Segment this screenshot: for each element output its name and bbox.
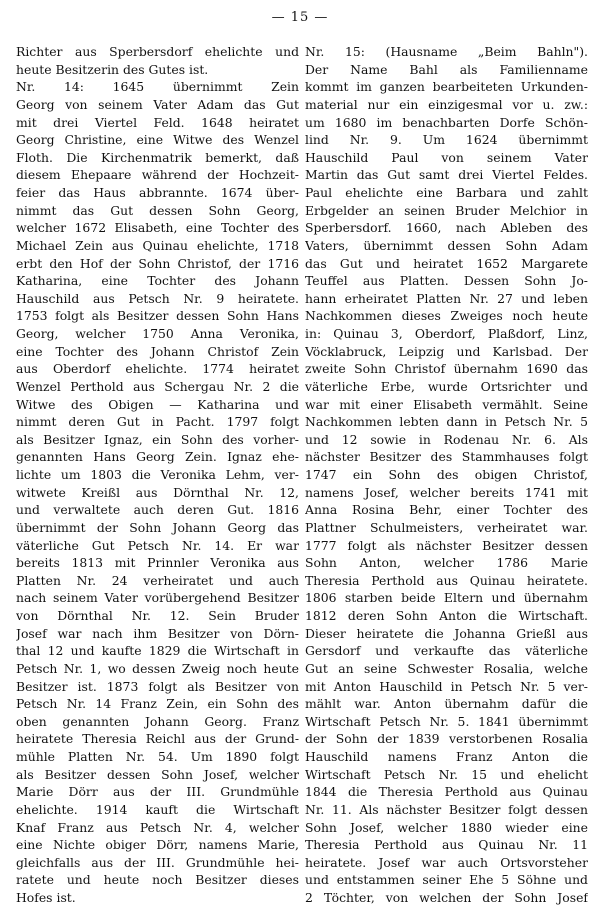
text-line: der Sohn der 1839 verstorbenen Rosalia <box>305 731 588 747</box>
text-line: Der Name Bahl als Familienname <box>305 61 588 77</box>
text-line: Sohn Josef, welcher 1880 wieder eine <box>305 819 588 835</box>
text-line: Nr. 14: 1645 übernimmt Zein <box>16 79 299 95</box>
text-line: nächster Besitzer des Stammhauses folgt <box>305 449 588 465</box>
text-line: Gersdorf und verkaufte das väterliche <box>305 643 588 659</box>
text-line: Josef war nach ihm Besitzer von Dörn- <box>16 625 299 641</box>
text-columns <box>16 42 588 906</box>
text-line: und verwaltete auch deren Gut. 1816 <box>16 502 299 518</box>
text-line: material nur ein einzigesmal vor u. zw.: <box>305 96 588 112</box>
text-line: Erbgelder an seinen Bruder Melchior in <box>305 202 588 218</box>
text-line: welcher 1672 Elisabeth, eine Tochter des <box>16 220 299 236</box>
text-line: Georg Christine, eine Witwe des Wenzel <box>16 132 299 148</box>
text-line: nimmt deren Gut in Pacht. 1797 folgt <box>16 414 299 430</box>
text-line: diesem Ehepaare während der Hochzeit- <box>16 167 299 183</box>
text-line: und entstammen seiner Ehe 5 Söhne und <box>305 872 588 888</box>
text-line: Hofes ist. <box>16 890 76 905</box>
right-column <box>305 42 588 906</box>
text-line: Wenzel Perthold aus Schergau Nr. 2 die <box>16 378 299 394</box>
text-line: Hauschild aus Petsch Nr. 9 heiratete. <box>16 290 299 306</box>
text-line: genannten Hans Georg Zein. Ignaz ehe- <box>16 449 299 465</box>
left-column <box>16 42 299 906</box>
text-line: kommt im ganzen bearbeiteten Urkunden- <box>305 79 588 95</box>
text-line: Anna Rosina Behr, einer Tochter des <box>305 502 588 518</box>
text-line: Floth. Die Kirchenmatrik bemerkt, daß <box>16 149 299 165</box>
text-line: Nachkommen lebten dann in Petsch Nr. 5 <box>305 414 588 430</box>
text-line: väterliche Gut Petsch Nr. 14. Er war <box>16 537 299 553</box>
text-line: Nr. 11. Als nächster Besitzer folgt dessen <box>305 801 588 817</box>
text-line: hann erheiratet Platten Nr. 27 und leben <box>305 290 588 306</box>
text-line: Sohn Anton, welcher 1786 Marie <box>305 555 588 571</box>
text-line: Georg, welcher 1750 Anna Veronika, <box>16 326 299 341</box>
text-line: 2 Töchter, von welchen der Sohn Josef <box>305 890 588 905</box>
text-line: das Gut und heiratet 1652 Margarete <box>305 255 588 271</box>
text-line: Gut an seine Schwester Rosalia, welche <box>305 660 588 676</box>
text-line: Hauschild namens Franz Anton die <box>305 749 588 764</box>
text-line: thal 12 und kaufte 1829 die Wirtschaft in <box>16 643 299 659</box>
text-line: als Besitzer dessen Sohn Josef, welcher <box>16 766 299 782</box>
text-line: mühle Platten Nr. 54. Um 1890 folgt <box>16 749 299 764</box>
text-line: Platten Nr. 24 verheiratet und auch <box>16 572 299 588</box>
text-line: nach seinem Vater vorübergehend Besitzer <box>16 590 299 606</box>
text-line: Katharina, eine Tochter des Johann <box>16 273 299 289</box>
text-line: zweite Sohn Christof übernahm 1690 das <box>305 361 588 377</box>
text-line: aus Oberdorf ehelichte. 1774 heiratet <box>16 361 299 377</box>
text-line: Teuffel aus Platten. Dessen Sohn Jo- <box>305 273 588 289</box>
text-line: Dieser heiratete die Johanna Grießl aus <box>305 625 588 641</box>
page-number: — 15 — <box>271 10 329 25</box>
text-line: war mit einer Elisabeth vermählt. Seine <box>305 396 588 412</box>
text-line: heiratete. Josef war auch Ortsvorsteher <box>305 854 588 870</box>
text-line: Sperbersdorf. 1660, nach Ableben des <box>305 220 588 236</box>
text-line: feier das Haus abbrannte. 1674 über- <box>16 185 299 200</box>
text-line: oben genannten Johann Georg. Franz <box>16 713 299 729</box>
text-line: Hauschild Paul von seinem Vater <box>305 149 588 165</box>
text-line: um 1680 im benachbarten Dorfe Schön- <box>305 114 588 130</box>
text-line: eine Tochter des Johann Christof Zein <box>16 343 299 359</box>
text-line: Knaf Franz aus Petsch Nr. 4, welcher <box>16 819 299 835</box>
text-line: Petsch Nr. 1, wo dessen Zweig noch heute <box>16 660 299 676</box>
text-line: Theresia Perthold aus Quinau Nr. 11 <box>305 837 588 853</box>
text-line: Martin das Gut samt drei Viertel Feldes. <box>305 167 588 183</box>
text-line: namens Josef, welcher bereits 1741 mit <box>305 484 588 500</box>
text-line: lichte um 1803 die Veronika Lehm, ver- <box>16 467 299 482</box>
text-line: Wirtschaft Petsch Nr. 5. 1841 übernimmt <box>305 713 588 729</box>
text-line: mit Anton Hauschild in Petsch Nr. 5 ver- <box>305 678 588 694</box>
text-line: Vaters, übernimmt dessen Sohn Adam <box>305 237 588 253</box>
text-line: 1806 starben beide Eltern und übernahm <box>305 590 588 606</box>
text-line: mählt war. Anton übernahm dafür die <box>305 696 588 712</box>
text-line: Plattner Schulmeisters, verheiratet war. <box>305 519 588 535</box>
text-line: Nachkommen dieses Zweiges noch heute <box>305 308 588 324</box>
text-line: 1747 ein Sohn des obigen Christof, <box>305 467 588 482</box>
text-line: Georg von seinem Vater Adam das Gut <box>16 96 299 112</box>
text-line: Witwe des Obigen — Katharina und <box>16 396 299 412</box>
text-line: als Besitzer Ignaz, ein Sohn des vorher- <box>16 431 299 447</box>
text-line: heute Besitzerin des Gutes ist. <box>16 61 209 77</box>
text-line: in: Quinau 3, Oberdorf, Plaßdorf, Linz, <box>305 326 588 341</box>
text-line: witwete Kreißl aus Dörnthal Nr. 12, <box>16 484 299 500</box>
text-line: väterliche Erbe, wurde Ortsrichter und <box>305 378 588 394</box>
text-line: Wirtschaft Petsch Nr. 15 und ehelicht <box>305 766 588 782</box>
text-line: 1777 folgt als nächster Besitzer dessen <box>305 537 588 553</box>
text-line: 1844 die Theresia Perthold aus Quinau <box>305 784 588 800</box>
text-line: Michael Zein aus Quinau ehelichte, 1718 <box>16 237 299 253</box>
text-line: lind Nr. 9. Um 1624 übernimmt <box>305 132 588 148</box>
text-line: ehelichte. 1914 kauft die Wirtschaft <box>16 801 299 817</box>
text-line: Marie Dörr aus der III. Grundmühle <box>16 784 299 800</box>
text-line: Vöcklabruck, Leipzig und Karlsbad. Der <box>305 343 588 359</box>
text-line: übernimmt der Sohn Johann Georg das <box>16 519 299 535</box>
text-line: Richter aus Sperbersdorf ehelichte und <box>16 44 299 59</box>
text-line: Besitzer ist. 1873 folgt als Besitzer von <box>16 678 299 694</box>
text-line: bereits 1813 mit Prinnler Veronika aus <box>16 555 299 571</box>
text-line: Theresia Perthold aus Quinau heiratete. <box>305 572 588 588</box>
text-line: gleichfalls aus der III. Grundmühle hei- <box>16 854 299 870</box>
text-line: erbt den Hof der Sohn Christof, der 1716 <box>16 255 299 271</box>
text-line: heiratete Theresia Reichl aus der Grund- <box>16 731 299 747</box>
text-line: 1753 folgt als Besitzer dessen Sohn Hans <box>16 308 299 324</box>
text-line: von Dörnthal Nr. 12. Sein Bruder <box>16 608 299 623</box>
text-line: Nr. 15: (Hausname „Beim Bahln"). <box>305 44 588 59</box>
text-line: Petsch Nr. 14 Franz Zein, ein Sohn des <box>16 696 299 712</box>
text-line: nimmt das Gut dessen Sohn Georg, <box>16 202 299 218</box>
text-line: ratete und heute noch Besitzer dieses <box>16 872 299 888</box>
text-line: und 12 sowie in Rodenau Nr. 6. Als <box>305 431 588 447</box>
text-line: eine Nichte obiger Dörr, namens Marie, <box>16 837 299 853</box>
text-line: 1812 deren Sohn Anton die Wirtschaft. <box>305 608 588 623</box>
text-line: mit drei Viertel Feld. 1648 heiratet <box>16 114 299 130</box>
text-line: Paul ehelichte eine Barbara und zahlt <box>305 185 588 200</box>
